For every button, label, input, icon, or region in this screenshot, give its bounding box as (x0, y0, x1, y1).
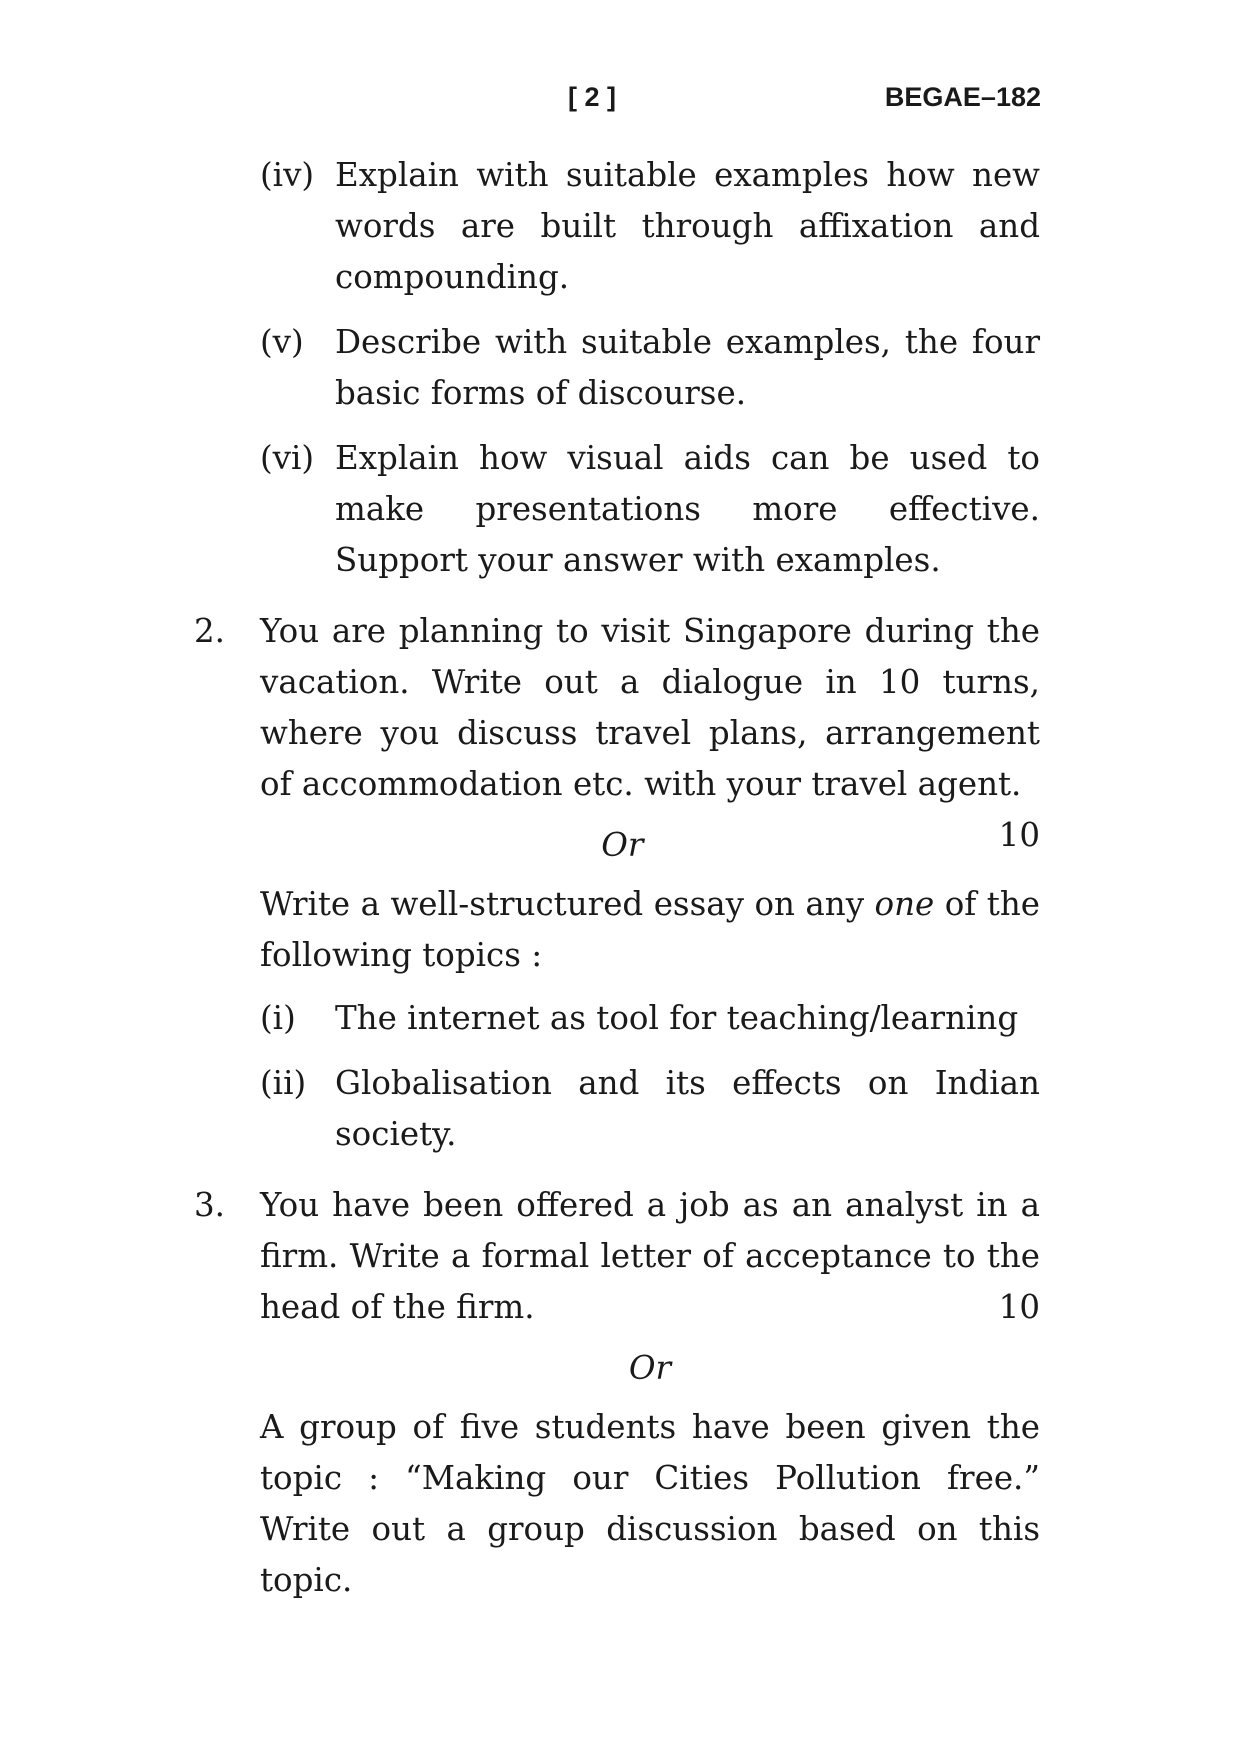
question-number: 2. (194, 612, 226, 650)
topic-text: Globalisation and its effects on Indian society. (335, 1064, 1040, 1153)
question-2 (190, 606, 1040, 854)
subpart-text: Describe with suitable examples, the four basic forms of discourse. (335, 323, 1040, 412)
question-marks: 10 (998, 816, 1040, 854)
subpart-text: Explain how visual aids can be used to make presentations more effective. Support your answer with examples. (335, 439, 1040, 579)
question-text (260, 606, 1040, 854)
question-3 (190, 1180, 1040, 1333)
question-subpart (190, 433, 1040, 586)
or-separator: Or (601, 826, 644, 864)
question-body: You have been offered a job as an analyst in a firm. Write a formal letter of acceptance to the head of the firm. (260, 1186, 1040, 1326)
intro-text-end: of the following topics : (260, 885, 1041, 974)
question-marks: 10 (998, 1288, 1040, 1326)
topic-label: (ii) (260, 1064, 307, 1102)
question-body: You are planning to visit Singapore during the vacation. Write out a dialogue in 10 turns, where you discuss travel plans, arrangement of accommodation etc. with your travel agent. (260, 612, 1040, 803)
topic-text: The internet as tool for teaching/learning (335, 999, 1019, 1037)
alternative-question: A group of five students have been given the topic : “Making our Cities Pollution free.” Write out a group discussion based on this topic. (260, 1408, 1040, 1599)
question-subpart (190, 317, 1040, 419)
intro-text-start: Write a well-structured essay on any (260, 885, 875, 923)
essay-topic (190, 993, 1040, 1044)
question-text (260, 1180, 1040, 1333)
intro-emphasis: one (874, 885, 935, 923)
question-content (190, 150, 1040, 1618)
subpart-text: Explain with suitable examples how new words are built through affixation and compounding. (335, 156, 1040, 296)
alternative-question-intro (190, 879, 1040, 981)
page-number: [ 2 ] (568, 82, 617, 112)
essay-topic (190, 1058, 1040, 1160)
paper-code: BEGAE–182 (884, 82, 1041, 112)
or-separator: Or (628, 1349, 672, 1387)
topic-label: (i) (260, 999, 296, 1037)
question-number: 3. (194, 1186, 226, 1224)
subpart-label: (iv) (260, 156, 315, 194)
subpart-label: (v) (260, 323, 304, 361)
page-header (0, 82, 1241, 122)
subpart-label: (vi) (260, 439, 315, 477)
question-subpart (190, 150, 1040, 303)
